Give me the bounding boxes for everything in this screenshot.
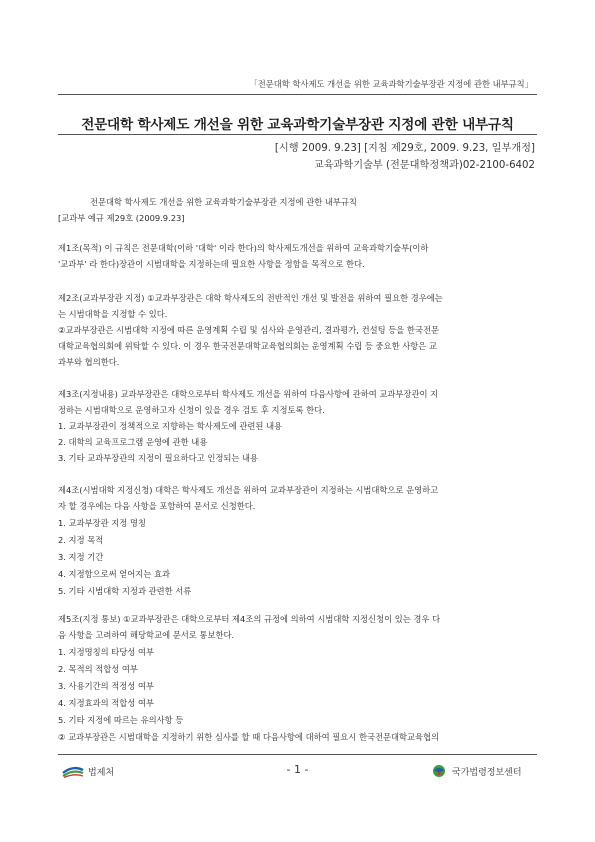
rule-number: [교과부 예규 제29호 (2009.9.23] — [58, 213, 185, 223]
footer-right-label: 국가법령정보센터 — [452, 768, 522, 778]
article-line: 정하는 시범대학으로 운영하고자 신청이 있을 경우 검토 후 지정토록 한다. — [58, 405, 325, 415]
article-line: ② 교과부장관은 시범대학을 지정하기 위한 심사를 할 때 다음사항에 대하여 필요시 한국전문대학교육협의 — [58, 732, 440, 742]
article-line: '교과부' 라 한다)장관이 시범대학을 지정하는데 필요한 사항을 정함을 목적으로 한다. — [58, 259, 365, 269]
law-info-center-logo-icon — [432, 764, 446, 778]
article-line: 제3조(지정내용) 교과부장관은 대학으로부터 학사제도 개선을 위하여 다음사항에 관하여 교과부장관이 지 — [58, 389, 439, 399]
list-item: 1. 교과부장관 지정 명칭 — [58, 518, 146, 528]
header-top-rule — [58, 94, 537, 95]
article-line: ②교과부장관은 시범대학 지정에 따른 운영계획 수립 및 심사와 운영관리, 결과평가, 컨설팅 등을 한국전문 — [58, 325, 439, 335]
list-item: 1. 교과부장관이 정책적으로 지향하는 학사제도에 관련된 내용 — [58, 421, 283, 431]
running-header: 「전문대학 학사제도 개선을 위한 교육과학기술부장관 지정에 관한 내부규칙」 — [249, 79, 533, 89]
enactment-info: [시행 2009. 9.23] [지침 제29호, 2009. 9.23, 일부개정] — [274, 143, 535, 154]
list-item: 2. 대학의 교육프로그램 운영에 관한 내용 — [58, 437, 208, 447]
footer-rule — [58, 754, 537, 755]
list-item: 5. 기타 시범대학 지정과 관련한 서류 — [58, 586, 192, 596]
document-subtitle: 전문대학 학사제도 개선을 위한 교육과학기술부장관 지정에 관한 내부규칙 — [90, 197, 357, 207]
list-item: 2. 목적의 적합성 여부 — [58, 664, 138, 674]
list-item: 5. 기타 지정에 따르는 유의사항 등 — [58, 715, 184, 725]
ministry-contact: 교육과학기술부 (전문대학정책과)02-2100-6402 — [313, 160, 535, 171]
list-item: 4. 지정함으로써 얻어지는 효과 — [58, 569, 171, 579]
list-item: 1. 지정명칭의 타당성 여부 — [58, 647, 154, 657]
list-item: 3. 사용기간의 적정성 여부 — [58, 681, 154, 691]
list-item: 4. 지정효과의 적합성 여부 — [58, 698, 154, 708]
article-line: 대학교육협의회에 위탁할 수 있다. 이 경우 한국전문대학교육협의회는 운영계획 수립 등 중요한 사항은 교 — [58, 341, 437, 351]
article-line: 제4조(시범대학 지정신청) 대학은 학사제도 개선을 위하여 교과부장관이 지정하는 시범대학으로 운영하고 — [58, 485, 439, 495]
list-item: 3. 지정 기간 — [58, 552, 104, 562]
page-number: - 1 - — [286, 763, 309, 776]
article-line: 자 할 경우에는 다음 사항을 포함하여 문서로 신청한다. — [58, 501, 256, 511]
title-rule — [58, 134, 537, 135]
list-item: 3. 기타 교과부장관의 지정이 필요하다고 인정되는 내용 — [58, 453, 259, 463]
article-line: 음 사항을 고려하여 해당학교에 문서로 통보한다. — [58, 630, 235, 640]
article-line: 제2조(교과부장관 지정) ①교과부장관은 대학 학사제도의 전반적인 개선 및 발전을 위하여 필요한 경우에는 — [58, 293, 443, 303]
list-item: 2. 지정 목적 — [58, 535, 104, 545]
article-line: 제1조(목적) 이 규칙은 전문대학(이하 '대학' 이라 한다)의 학사제도개선을 위하여 교육과학기술부(이하 — [58, 243, 429, 253]
article-line: 는 시범대학을 지정할 수 있다. — [58, 309, 168, 319]
article-line: 제5조(지정 통보) ①교과부장관은 대학으로부터 제4조의 규정에 의하여 시범대학 지정신청이 있는 경우 다 — [58, 614, 441, 624]
footer-left-label: 법제처 — [88, 768, 115, 778]
article-line: 과부와 협의한다. — [58, 357, 120, 367]
page-title: 전문대학 학사제도 개선을 위한 교육과학기술부장관 지정에 관한 내부규칙 — [81, 117, 514, 133]
